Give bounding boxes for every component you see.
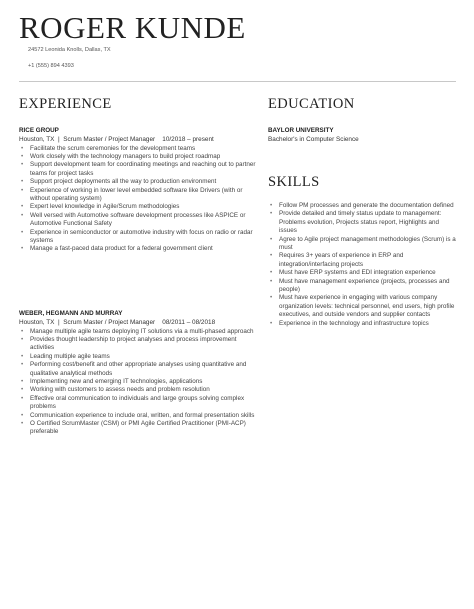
skills-list [268, 202, 458, 328]
list-item: • Experience in the technology and infrastructure topics [270, 319, 429, 327]
job-company: WEBER, HEGMANN AND MURRAY [19, 310, 123, 317]
bullet-icon: • [21, 203, 24, 211]
job-role: Scrum Master / Project Manager [63, 319, 156, 326]
list-item: • Experience in semiconductor or automotive industry with focus on radio or radar systems [21, 228, 253, 244]
bullet-icon: • [21, 152, 24, 160]
bullet-icon: • [21, 419, 24, 427]
bullet-icon: • [21, 327, 24, 335]
candidate-name: ROGER KUNDE [19, 10, 246, 45]
education-school: BAYLOR UNIVERSITY [268, 127, 334, 134]
list-item: • Implementing new and emerging IT technologies, applications [21, 377, 203, 385]
list-item: • Well versed with Automotive software development processes like ASPICE or Automotive Functional Safety [21, 211, 246, 228]
skills-block [268, 202, 458, 328]
list-item: • Expert level knowledge in Agile/Scrum methodologies [21, 203, 180, 211]
job-1 [19, 126, 259, 254]
bullet-icon: • [270, 294, 273, 302]
header-divider [19, 81, 456, 82]
list-item: • Must have experience in engaging with various company organization levels: technical personnel, end users, high profile executives, and outside vendors and supplier contacts [270, 294, 455, 319]
list-item: • Provide detailed and timely status update to management: Problems evolution, Projects status report, Highlights and issues [270, 210, 442, 235]
meta-separator: | [56, 319, 62, 326]
meta-separator: | [56, 136, 62, 143]
list-item: • Must have ERP systems and EDI integration experience [270, 269, 436, 277]
job-meta [19, 318, 259, 327]
job-meta [19, 135, 259, 144]
bullet-icon: • [21, 352, 24, 360]
bullet-icon: • [270, 269, 273, 277]
bullet-icon: • [21, 228, 24, 236]
job-location: Houston, TX [19, 136, 55, 143]
job-bullet-list [19, 145, 259, 254]
list-item: • Provides thought leadership to project analyses and process improvement activities [21, 335, 237, 352]
job-bullet-list [19, 328, 259, 437]
list-item: • Facilitate the scrum ceremonies for the development teams [21, 144, 196, 152]
bullet-icon: • [270, 210, 273, 218]
bullet-icon: • [21, 144, 24, 152]
bullet-icon: • [270, 252, 273, 260]
list-item: • Manage a fast-paced data product for a federal government client [21, 245, 213, 253]
list-item: • Support development team for coordinating meetings and reaching out to partner teams for project tasks [21, 161, 256, 177]
bullet-icon: • [270, 319, 273, 327]
bullet-icon: • [21, 178, 24, 186]
contact-phone: +1 (555) 894 4393 [28, 63, 74, 69]
job-dates: 10/2018 – present [162, 136, 214, 143]
skills-heading: SKILLS [268, 174, 320, 190]
job-role: Scrum Master / Project Manager [63, 136, 156, 143]
job-location: Houston, TX [19, 319, 55, 326]
list-item: • Follow PM processes and generate the documentation defined [270, 202, 454, 209]
bullet-icon: • [21, 211, 24, 219]
education-entry [268, 126, 458, 144]
experience-heading: EXPERIENCE [19, 96, 112, 112]
list-item: • Working with customers to assess needs and problem resolution [21, 386, 210, 394]
bullet-icon: • [270, 277, 273, 285]
bullet-icon: • [21, 411, 24, 419]
list-item: • Effective oral communication to individuals and large groups solving complex problems [21, 394, 245, 411]
education-degree: Bachelor's in Computer Science [268, 136, 359, 143]
bullet-icon: • [21, 186, 24, 194]
education-heading: EDUCATION [268, 96, 355, 112]
list-item: • Leading multiple agile teams [21, 352, 110, 360]
bullet-icon: • [21, 361, 24, 369]
meta-gap [157, 136, 161, 143]
list-item: • Requires 3+ years of experience in ERP and integration/interfacing projects [270, 252, 404, 268]
bullet-icon: • [21, 394, 24, 402]
list-item: • Support project deployments all the way to production environment [21, 178, 217, 186]
list-item: • Manage multiple agile teams deploying IT solutions via a multi-phased approach [21, 327, 254, 335]
bullet-icon: • [270, 235, 273, 243]
list-item: • Communication experience to include oral, written, and formal presentation skills [21, 411, 255, 419]
list-item: • Performing cost/benefit and other appropriate analyses using quantitative and qualitative analytical methods [21, 361, 247, 377]
list-item: • Work closely with the technology managers to build project roadmap [21, 152, 221, 160]
list-item: • Must have management experience (projects, processes and people) [270, 277, 450, 294]
bullet-icon: • [21, 377, 24, 385]
job-company: RICE GROUP [19, 127, 59, 134]
bullet-icon: • [270, 202, 273, 209]
bullet-icon: • [21, 245, 24, 253]
list-item: • Experience of working in lower level embedded software like Drivers (with or without operating system) [21, 186, 243, 202]
job-dates: 08/2011 – 08/2018 [162, 319, 216, 326]
bullet-icon: • [21, 335, 24, 343]
bullet-icon: • [21, 386, 24, 394]
list-item: • Agree to Agile project management methodologies (Scrum) is a must [270, 235, 456, 252]
contact-address: 24572 Leonida Knolls, Dallas, TX [28, 47, 111, 53]
list-item: • O Certified ScrumMaster (CSM) or PMI Agile Certified Practitioner (PMI-ACP) preferable [21, 419, 246, 436]
meta-gap [157, 319, 161, 326]
bullet-icon: • [21, 161, 24, 169]
job-2 [19, 309, 259, 437]
